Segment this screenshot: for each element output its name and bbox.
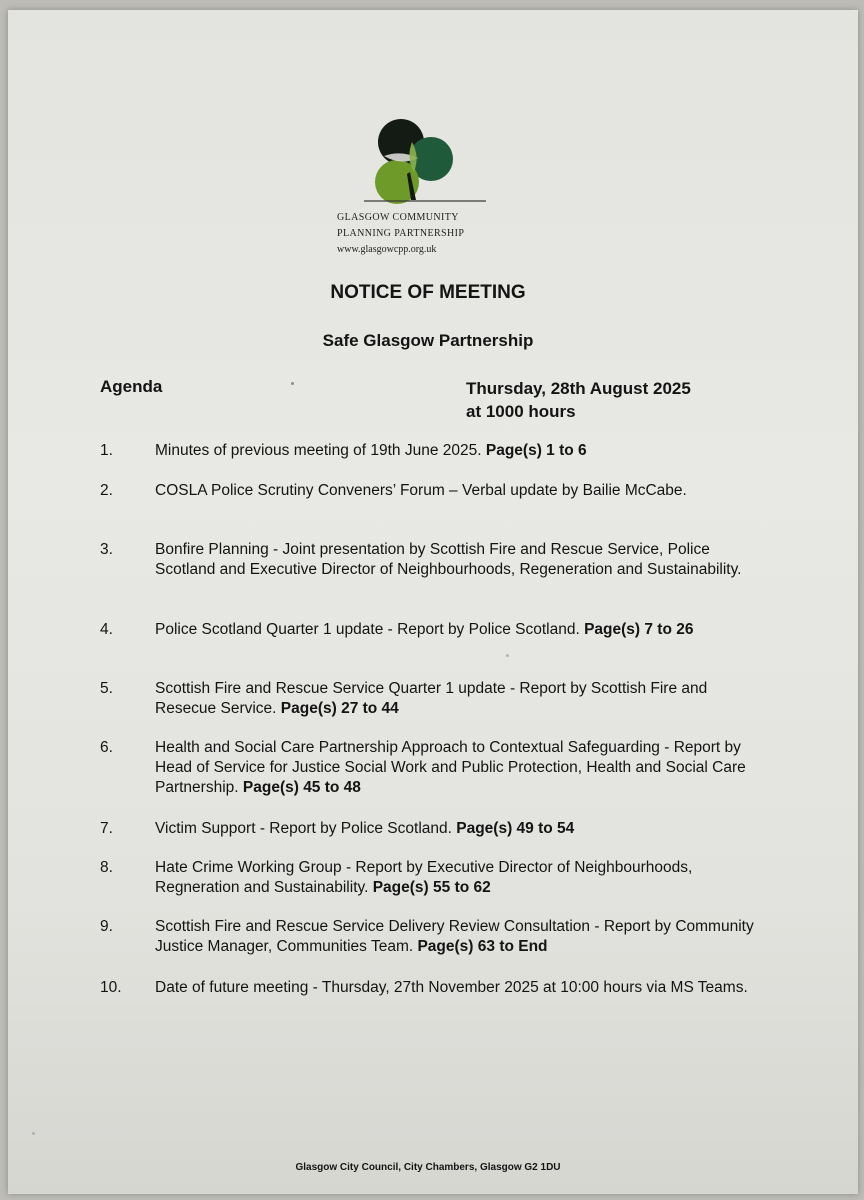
agenda-item-pages: Page(s) 7 to 26 <box>584 621 694 638</box>
agenda-item-number: 3. <box>100 541 113 558</box>
agenda-item-pages: Page(s) 45 to 48 <box>242 779 361 796</box>
agenda-item-text <box>155 978 755 998</box>
logo-website: www.glasgowcpp.org.uk <box>337 244 437 255</box>
agenda-item-number: 5. <box>100 680 113 697</box>
agenda-item-number: 10. <box>100 979 122 996</box>
agenda-item-pages: Page(s) 55 to 62 <box>372 879 491 896</box>
logo-text-line-2: PLANNING PARTNERSHIP <box>337 228 465 239</box>
agenda-item-description: Hate Crime Working Group - Report by Executive Director of Neighbourhoods, Regneration and Sustainability. <box>155 859 693 896</box>
agenda-item-description: Scottish Fire and Rescue Service Quarter 1 update - Report by Scottish Fire and Resecue Service. <box>155 680 708 717</box>
agenda-item-description: Bonfire Planning - Joint presentation by Scottish Fire and Rescue Service, Police Scotland and Executive Director of Neighbourhoods, Regeneration and Sustainability. <box>155 541 742 578</box>
agenda-item-text <box>155 620 755 640</box>
agenda-item-pages: Page(s) 27 to 44 <box>280 700 399 717</box>
agenda-item-description: COSLA Police Scrutiny Conveners’ Forum – Verbal update by Bailie McCabe. <box>155 482 687 499</box>
meeting-date-line-1: Thursday, 28th August 2025 <box>466 379 691 398</box>
gcpp-logo-icon <box>364 112 514 212</box>
agenda-item-text <box>155 679 755 719</box>
agenda-item-text <box>155 858 755 898</box>
agenda-item-pages: Page(s) 49 to 54 <box>456 820 575 837</box>
agenda-item-description: Minutes of previous meeting of 19th June 2025. <box>155 442 486 459</box>
footer-address: Glasgow City Council, City Chambers, Glasgow G2 1DU <box>295 1162 561 1173</box>
agenda-item-number: 7. <box>100 820 113 837</box>
agenda-item-description: Police Scotland Quarter 1 update - Report by Police Scotland. <box>155 621 585 638</box>
paper-speck <box>506 654 509 657</box>
agenda-item-pages: Page(s) 1 to 6 <box>485 442 587 459</box>
logo-text-line-1: GLASGOW COMMUNITY <box>337 212 459 223</box>
agenda-item-description: Scottish Fire and Rescue Service Delivery Review Consultation - Report by Community Justice Manager, Communities Team. <box>155 918 754 955</box>
agenda-item-number: 9. <box>100 918 113 935</box>
paper-speck <box>291 382 294 385</box>
agenda-item-number: 2. <box>100 482 113 499</box>
agenda-item-text <box>155 441 755 461</box>
agenda-item-number: 1. <box>100 442 113 459</box>
agenda-item-number: 4. <box>100 621 113 638</box>
agenda-item-text <box>155 738 755 798</box>
agenda-item-description: Victim Support - Report by Police Scotland. <box>155 820 457 837</box>
agenda-item-description: Health and Social Care Partnership Approach to Contextual Safeguarding - Report by Head of Service for Justice Social Work and Public Protection, Health and Social Care Partnership. <box>155 739 746 796</box>
agenda-item-number: 8. <box>100 859 113 876</box>
agenda-item-text <box>155 819 755 839</box>
agenda-item-text <box>155 917 755 957</box>
agenda-item-pages: Page(s) 63 to End <box>417 938 548 955</box>
agenda-item-text <box>155 540 755 580</box>
notice-title: NOTICE OF MEETING <box>330 282 526 303</box>
paper-speck <box>32 1132 35 1135</box>
agenda-item-text <box>155 481 755 501</box>
agenda-item-number: 6. <box>100 739 113 756</box>
agenda-label: Agenda <box>100 377 163 396</box>
meeting-name: Safe Glasgow Partnership <box>322 331 534 350</box>
document-page <box>8 10 858 1194</box>
meeting-time-line: at 1000 hours <box>466 402 576 421</box>
agenda-item-description: Date of future meeting - Thursday, 27th November 2025 at 10:00 hours via MS Teams. <box>155 979 748 996</box>
meeting-date <box>466 377 691 423</box>
